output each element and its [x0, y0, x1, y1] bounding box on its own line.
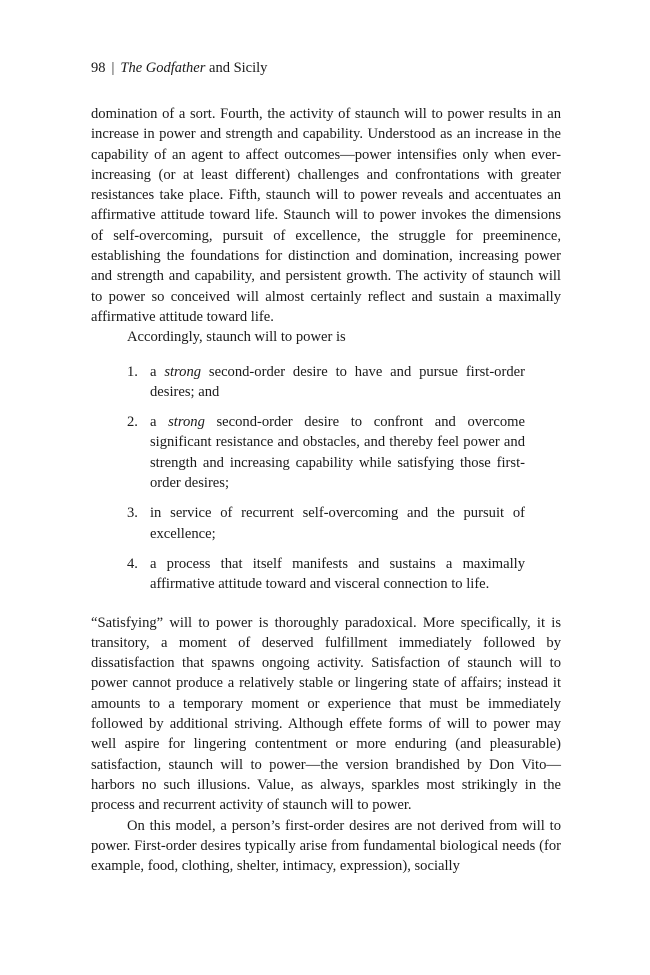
- list-item-number: 1.: [127, 363, 138, 380]
- list-item-text: [150, 362, 525, 403]
- list-item: [127, 362, 525, 403]
- list-item-number: 3.: [127, 505, 138, 522]
- list-item-text-start: a: [150, 363, 165, 380]
- list-item-text: [150, 412, 525, 493]
- list-item-text: [150, 503, 525, 544]
- page-number: 98: [91, 60, 106, 76]
- list-item: [127, 503, 525, 544]
- paragraph-1: domination of a sort. Fourth, the activity of staunch will to power results in an increase in power and strength and capability. Understood as an increase in the capability of an agent to affect outcomes—power intensifies only when ever-increasing (or at least different) challenges and confrontations with greater resistances take place. Fifth, staunch will to power reveals and accentuates an affirmative attitude toward life. Staunch will to power invokes the dimensions of self-overcoming, pursuit of excellence, the struggle for preeminence, establishing the foundations for distinction and domination, increasing power and strength and capability, and persistent growth. The activity of staunch will to power so conceived will almost certainly reflect and sustain a maximally affirmative attitude toward life.: [91, 106, 561, 325]
- header-separator: |: [111, 60, 115, 76]
- book-title-suffix: and Sicily: [205, 60, 268, 76]
- list-item-text-start: a: [150, 414, 169, 431]
- list-item-text-end: second-order desire to confront and overcome significant resistance and obstacles, and thereby feel power and strength and increasing capability while satisfying those first-order desires;: [150, 414, 525, 492]
- list-item-number: 4.: [127, 555, 138, 572]
- list-item-text-start: in service of recurrent self-overcoming and the pursuit of excellence;: [150, 505, 525, 542]
- list-item: [127, 412, 525, 493]
- book-title: The Godfather: [120, 60, 206, 76]
- paragraph-3: “Satisfying” will to power is thoroughly paradoxical. More specifically, it is transitory, a moment of deserved fulfillment immediately followed by dissatisfaction that spawns ongoing activity. Satisfaction of staunch will to power cannot produce a relatively stable or lingering state of affairs; instead it amounts to a temporary moment or experience that must be immediately followed by additional striving. Although effete forms of will to power may well aspire for lingering contentment or more enduring (and pleasurable) satisfaction, staunch will to power—the version brandished by Don Vito—harbors no such illusions. Value, as always, sparkles most strikingly in the process and recurrent activity of staunch will to power.: [91, 614, 561, 814]
- paragraph-4: On this model, a person’s first-order desires are not derived from will to power. First-order desires typically arise from fundamental biological needs (for example, food, clothing, shelter, intimacy, expression), socially: [91, 817, 561, 875]
- list-item: [127, 554, 525, 595]
- running-head: [91, 58, 561, 78]
- list-item-number: 2.: [127, 414, 138, 431]
- list-item-text: [150, 554, 525, 595]
- criteria-list: [91, 362, 525, 595]
- list-item-emphasis: strong: [164, 363, 202, 380]
- list-item-emphasis: strong: [168, 414, 205, 431]
- list-item-text-end: second-order desire to have and pursue first-order desires; and: [150, 363, 525, 400]
- list-item-text-start: a process that itself manifests and sustains a maximally affirmative attitude toward and visceral connection to life.: [150, 555, 525, 593]
- book-page: [91, 58, 561, 876]
- paragraph-2: Accordingly, staunch will to power is: [127, 329, 346, 346]
